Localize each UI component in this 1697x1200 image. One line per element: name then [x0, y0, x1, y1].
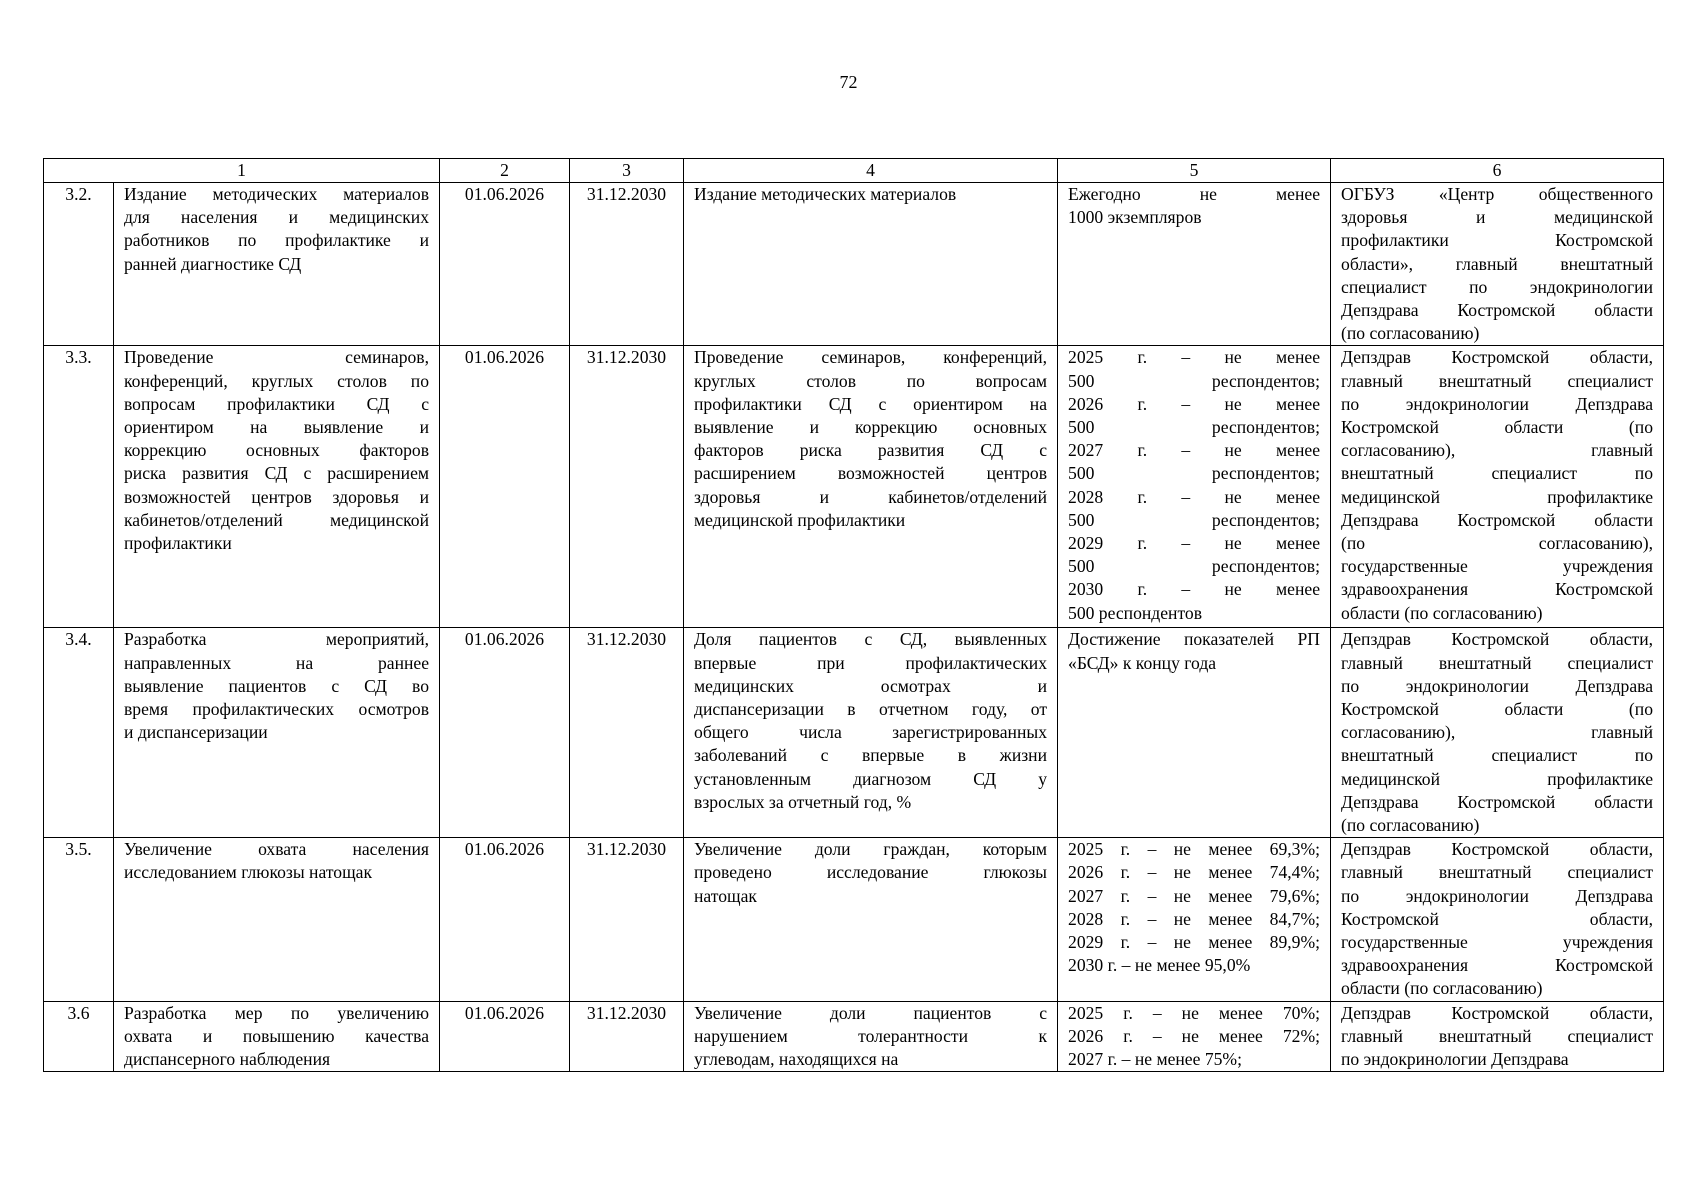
cell-line: впервые при профилактических [694, 652, 1048, 673]
column-header-4: 4 [684, 159, 1058, 183]
cell-line: конференций, круглых столов по [124, 370, 430, 391]
cell-line: 500 респондентов; [1068, 463, 1321, 484]
end-date: 31.12.2030 [570, 346, 684, 628]
measures-table [43, 158, 1664, 1072]
indicator-cell [1058, 628, 1331, 838]
cell-line: Депздрав Костромской области, [1341, 347, 1654, 368]
cell-line: 500 респондентов; [1068, 509, 1321, 530]
responsible-cell [1331, 628, 1664, 838]
cell-line: 2026 г. – не менее 72%; [1068, 1025, 1321, 1046]
end-date: 31.12.2030 [570, 183, 684, 346]
cell-line: направленных на раннее [124, 652, 430, 673]
cell-line: государственные учреждения [1341, 932, 1654, 953]
cell-line: 2027 г. – не менее [1068, 440, 1321, 461]
column-header-3: 3 [570, 159, 684, 183]
cell-line: Увеличение охвата населения [124, 839, 430, 860]
cell-line: установленным диагнозом СД у [694, 768, 1048, 789]
cell-line: главный внештатный специалист [1341, 370, 1654, 391]
cell-line: ОГБУЗ «Центр общественного [1341, 184, 1654, 204]
cell-line: кабинетов/отделений медицинской [124, 509, 430, 530]
cell-line: углеводам, находящихся на [694, 1049, 899, 1070]
cell-line: Проведение семинаров, [124, 347, 430, 368]
responsible-cell [1331, 346, 1664, 628]
cell-line: круглых столов по вопросам [694, 370, 1048, 391]
cell-line: проведено исследование глюкозы [694, 862, 1048, 883]
cell-line: государственные учреждения [1341, 556, 1654, 577]
cell-line: Издание методических материалов [694, 184, 957, 204]
table-row [44, 838, 1664, 1001]
cell-line: области (по согласованию) [1341, 602, 1543, 623]
cell-line: медицинской профилактике [1341, 768, 1654, 789]
cell-line: «БСД» к концу года [1068, 652, 1217, 673]
indicator-cell [1058, 183, 1331, 346]
cell-line: по эндокринологии Депздрава [1341, 393, 1654, 414]
cell-line: Ежегодно не менее [1068, 184, 1321, 204]
start-date: 01.06.2026 [440, 183, 570, 346]
cell-line: по эндокринологии Депздрава [1341, 885, 1654, 906]
column-header-6: 6 [1331, 159, 1664, 183]
start-date: 01.06.2026 [440, 838, 570, 1001]
result-cell [684, 1001, 1058, 1072]
cell-line: Проведение семинаров, конференций, [694, 347, 1048, 368]
cell-line: внештатный специалист по [1341, 745, 1654, 766]
cell-line: области», главный внештатный [1341, 253, 1654, 274]
cell-line: по эндокринологии Депздрава [1341, 1049, 1569, 1070]
cell-line: главный внештатный специалист [1341, 652, 1654, 673]
cell-line: Увеличение доли граждан, которым [694, 839, 1048, 860]
activity-cell [114, 346, 440, 628]
cell-line: диспансерного наблюдения [124, 1049, 331, 1070]
page-number: 72 [839, 72, 858, 92]
activity-cell [114, 1001, 440, 1072]
cell-line: взрослых за отчетный год, % [694, 791, 912, 812]
cell-line: риска развития СД с расширением [124, 463, 430, 484]
cell-line: медицинской профилактики [694, 509, 906, 530]
cell-line: 500 респондентов [1068, 602, 1203, 623]
column-header-row [44, 159, 1664, 183]
cell-line: внештатный специалист по [1341, 463, 1654, 484]
cell-line: 2026 г. – не менее [1068, 393, 1321, 414]
cell-line: коррекцию основных факторов [124, 440, 430, 461]
result-cell [684, 838, 1058, 1001]
cell-line: профилактики Костромской [1341, 230, 1654, 251]
cell-line: выявление и коррекцию основных [694, 417, 1048, 438]
row-number: 3.2. [44, 183, 114, 346]
cell-line: 2029 г. – не менее 89,9%; [1068, 932, 1321, 953]
cell-line: нарушением толерантности к [694, 1025, 1048, 1046]
cell-line: профилактики СД с ориентиром на [694, 393, 1048, 414]
cell-line: 2029 г. – не менее [1068, 533, 1321, 554]
cell-line: здравоохранения Костромской [1341, 955, 1654, 976]
cell-line: Увеличение доли пациентов с [694, 1002, 1048, 1023]
cell-line: натощак [694, 885, 757, 906]
table-row [44, 1001, 1664, 1072]
cell-line: по эндокринологии Депздрава [1341, 675, 1654, 696]
cell-line: здоровья и кабинетов/отделений [694, 486, 1048, 507]
cell-line: согласованию), главный [1341, 440, 1654, 461]
cell-line: для населения и медицинских [124, 207, 430, 228]
responsible-cell [1331, 1001, 1664, 1072]
cell-line: 500 респондентов; [1068, 417, 1321, 438]
result-cell [684, 628, 1058, 838]
table-row [44, 346, 1664, 628]
cell-line: 2026 г. – не менее 74,4%; [1068, 862, 1321, 883]
cell-line: 2025 г. – не менее 70%; [1068, 1002, 1321, 1023]
cell-line: Разработка мероприятий, [124, 629, 430, 650]
cell-line: 2027 г. – не менее 75%; [1068, 1049, 1242, 1070]
cell-line: 2027 г. – не менее 79,6%; [1068, 885, 1321, 906]
cell-line: специалист по эндокринологии [1341, 276, 1654, 297]
row-number: 3.6 [44, 1001, 114, 1072]
cell-line: 2028 г. – не менее [1068, 486, 1321, 507]
table-row [44, 183, 1664, 346]
start-date: 01.06.2026 [440, 628, 570, 838]
end-date: 31.12.2030 [570, 1001, 684, 1072]
cell-line: области (по согласованию) [1341, 978, 1543, 999]
row-number: 3.5. [44, 838, 114, 1001]
cell-line: факторов риска развития СД с [694, 440, 1048, 461]
indicator-cell [1058, 1001, 1331, 1072]
cell-line: 1000 экземпляров [1068, 207, 1202, 228]
cell-line: 2028 г. – не менее 84,7%; [1068, 908, 1321, 929]
cell-line: главный внештатный специалист [1341, 1025, 1654, 1046]
indicator-cell [1058, 346, 1331, 628]
cell-line: работников по профилактике и [124, 230, 430, 251]
table-row [44, 628, 1664, 838]
cell-line: Костромской области (по [1341, 699, 1654, 720]
cell-line: и диспансеризации [124, 722, 268, 743]
indicator-cell [1058, 838, 1331, 1001]
result-cell [684, 346, 1058, 628]
cell-line: общего числа зарегистрированных [694, 722, 1048, 743]
cell-line: 2025 г. – не менее [1068, 347, 1321, 368]
end-date: 31.12.2030 [570, 628, 684, 838]
cell-line: исследованием глюкозы натощак [124, 862, 372, 883]
cell-line: 2030 г. – не менее 95,0% [1068, 955, 1251, 976]
cell-line: ориентиром на выявление и [124, 417, 430, 438]
cell-line: главный внештатный специалист [1341, 862, 1654, 883]
cell-line: медицинских осмотрах и [694, 675, 1048, 696]
cell-line: 2030 г. – не менее [1068, 579, 1321, 600]
column-header-1: 1 [44, 159, 440, 183]
cell-line: охвата и повышению качества [124, 1025, 430, 1046]
activity-cell [114, 183, 440, 346]
cell-line: вопросам профилактики СД с [124, 393, 430, 414]
cell-line: здравоохранения Костромской [1341, 579, 1654, 600]
activity-cell [114, 628, 440, 838]
cell-line: Депздрава Костромской области [1341, 791, 1654, 812]
cell-line: заболеваний с впервые в жизни [694, 745, 1048, 766]
cell-line: Доля пациентов с СД, выявленных [694, 629, 1048, 650]
cell-line: возможностей центров здоровья и [124, 486, 430, 507]
end-date: 31.12.2030 [570, 838, 684, 1001]
cell-line: Разработка мер по увеличению [124, 1002, 430, 1023]
cell-line: (по согласованию) [1341, 323, 1480, 344]
result-cell [684, 183, 1058, 346]
cell-line: 500 респондентов; [1068, 556, 1321, 577]
responsible-cell [1331, 838, 1664, 1001]
responsible-cell [1331, 183, 1664, 346]
cell-line: Костромской области, [1341, 908, 1654, 929]
cell-line: Депздрава Костромской области [1341, 300, 1654, 321]
column-header-5: 5 [1058, 159, 1331, 183]
cell-line: согласованию), главный [1341, 722, 1654, 743]
cell-line: профилактики [124, 533, 232, 554]
start-date: 01.06.2026 [440, 1001, 570, 1072]
cell-line: здоровья и медицинской [1341, 207, 1654, 228]
cell-line: (по согласованию) [1341, 815, 1480, 836]
cell-line: выявление пациентов с СД во [124, 675, 430, 696]
cell-line: Костромской области (по [1341, 417, 1654, 438]
start-date: 01.06.2026 [440, 346, 570, 628]
cell-line: диспансеризации в отчетном году, от [694, 699, 1048, 720]
cell-line: Депздрав Костромской области, [1341, 839, 1654, 860]
cell-line: Депздрав Костромской области, [1341, 629, 1654, 650]
row-number: 3.3. [44, 346, 114, 628]
row-number: 3.4. [44, 628, 114, 838]
cell-line: Депздрав Костромской области, [1341, 1002, 1654, 1023]
cell-line: время профилактических осмотров [124, 699, 430, 720]
cell-line: расширением возможностей центров [694, 463, 1048, 484]
cell-line: 500 респондентов; [1068, 370, 1321, 391]
column-header-2: 2 [440, 159, 570, 183]
cell-line: Издание методических материалов [124, 184, 430, 204]
cell-line: 2025 г. – не менее 69,3%; [1068, 839, 1321, 860]
cell-line: ранней диагностике СД [124, 253, 302, 274]
cell-line: Достижение показателей РП [1068, 629, 1321, 650]
cell-line: Депздрава Костромской области [1341, 509, 1654, 530]
cell-line: (по согласованию), [1341, 533, 1654, 554]
cell-line: медицинской профилактике [1341, 486, 1654, 507]
activity-cell [114, 838, 440, 1001]
